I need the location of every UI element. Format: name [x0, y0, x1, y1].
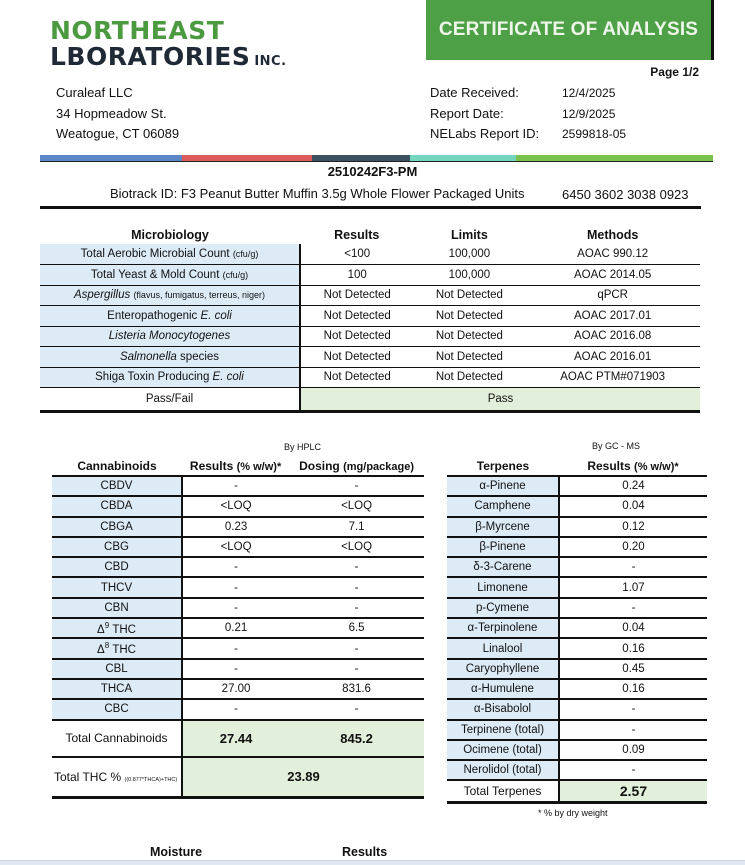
terpene-name: Camphene — [447, 496, 559, 516]
test-method: qPCR — [525, 285, 700, 306]
cannabinoid-result: 0.21 — [182, 618, 289, 638]
test-method: AOAC 2016.08 — [525, 326, 700, 347]
cannabinoid-row — [52, 638, 424, 658]
test-limit: 100,000 — [413, 244, 525, 265]
cannabinoid-row — [52, 496, 424, 516]
cannabinoids-table — [52, 456, 424, 799]
cannabinoid-dosing: - — [289, 577, 424, 597]
microbiology-row — [40, 367, 700, 388]
test-name: Shiga Toxin Producing E. coli — [40, 367, 300, 388]
cannabinoid-dosing: 831.6 — [289, 679, 424, 699]
report-meta — [430, 83, 626, 145]
color-segment-navy — [312, 155, 410, 161]
cannabinoid-name: THCA — [52, 679, 182, 699]
moisture-header: Moisture — [150, 845, 203, 859]
terpene-name: β-Pinene — [447, 537, 559, 557]
cannabinoid-name: THCV — [52, 577, 182, 597]
cannabinoid-dosing: - — [289, 659, 424, 679]
terpene-result: - — [559, 699, 707, 719]
microbiology-row — [40, 347, 700, 368]
moisture-results-header: Results — [342, 845, 388, 859]
total-thc-value: 23.89 — [182, 757, 424, 798]
client-info — [56, 83, 179, 145]
terpene-result: 0.20 — [559, 537, 707, 557]
test-limit: Not Detected — [413, 367, 525, 388]
cannabinoid-row — [52, 476, 424, 496]
cannabinoid-result: - — [182, 638, 289, 658]
col-results: Results — [334, 228, 380, 242]
terpene-row — [447, 720, 707, 740]
biotrack-label: Biotrack ID: — [110, 186, 178, 201]
terpene-name: Caryophyllene — [447, 659, 559, 679]
cannabinoid-dosing: - — [289, 638, 424, 658]
total-cannabinoids-result: 27.44 — [182, 720, 289, 757]
test-method: AOAC PTM#071903 — [525, 367, 700, 388]
cannabinoid-row — [52, 577, 424, 597]
gcms-method-note: By GC - MS — [592, 441, 641, 451]
test-result: Not Detected — [300, 285, 413, 306]
window-bottom-edge — [0, 860, 745, 865]
biotrack-line — [110, 186, 525, 201]
logo-laboratories-text: LBORATORIES — [50, 42, 251, 71]
terpene-name: Ocimene (total) — [447, 740, 559, 760]
terpene-result: 0.04 — [559, 496, 707, 516]
test-method: AOAC 2016.01 — [525, 347, 700, 368]
terpene-row — [447, 537, 707, 557]
microbiology-row — [40, 326, 700, 347]
cannabinoid-row — [52, 598, 424, 618]
dry-weight-footnote: * % by dry weight — [538, 808, 608, 818]
cannabinoid-dosing: - — [289, 699, 424, 719]
color-segment-blue — [40, 155, 182, 161]
terpene-name: p-Cymene — [447, 598, 559, 618]
terpene-name: Terpinene (total) — [447, 720, 559, 740]
test-limit: Not Detected — [413, 285, 525, 306]
terpene-row — [447, 496, 707, 516]
client-name: Curaleaf LLC — [56, 85, 133, 100]
cannabinoid-name: CBC — [52, 699, 182, 719]
report-id-value: 2599818-05 — [562, 127, 627, 141]
terpene-row — [447, 476, 707, 496]
terpene-name: β-Myrcene — [447, 517, 559, 537]
cannabinoid-dosing: <LOQ — [289, 496, 424, 516]
microbiology-row — [40, 265, 700, 286]
terpene-name: Linalool — [447, 638, 559, 658]
cannabinoid-result: - — [182, 577, 289, 597]
terpenes-table — [447, 456, 707, 804]
terpene-name: α-Terpinolene — [447, 618, 559, 638]
total-terpenes-value: 2.57 — [559, 780, 707, 803]
test-method: AOAC 2017.01 — [525, 306, 700, 327]
col-terp-results: Results (% w/w)* — [559, 456, 707, 476]
total-cannabinoids-dosing: 845.2 — [289, 720, 424, 757]
microbiology-row — [40, 306, 700, 327]
total-thc-row — [52, 757, 424, 798]
terpene-name: Nerolidol (total) — [447, 760, 559, 780]
cannabinoid-row — [52, 659, 424, 679]
terpene-row — [447, 679, 707, 699]
cannabinoid-name: CBD — [52, 557, 182, 577]
cannabinoid-row — [52, 618, 424, 638]
cannabinoid-name: CBG — [52, 537, 182, 557]
cannabinoid-name: CBGA — [52, 517, 182, 537]
terpene-row — [447, 659, 707, 679]
logo-laboratories — [50, 44, 287, 75]
total-cannabinoids-row — [52, 720, 424, 757]
cannabinoid-result: 0.23 — [182, 517, 289, 537]
test-result: <100 — [300, 244, 413, 265]
microbiology-table — [40, 226, 700, 413]
terpene-result: 0.12 — [559, 517, 707, 537]
report-date-value: 12/9/2025 — [562, 106, 616, 121]
terpene-row — [447, 618, 707, 638]
col-terpenes: Terpenes — [447, 456, 559, 476]
col-cannabinoids: Cannabinoids — [52, 456, 182, 476]
total-thc-label: Total THC % ((0.877*THCA)+THC) — [52, 757, 182, 798]
certificate-title-banner — [426, 0, 714, 60]
cannabinoid-dosing: - — [289, 598, 424, 618]
col-methods: Methods — [586, 228, 639, 242]
logo-northeast: NORTHEAST — [50, 16, 225, 45]
terpene-name: Limonene — [447, 577, 559, 597]
cannabinoid-result: - — [182, 659, 289, 679]
test-limit: 100,000 — [413, 265, 525, 286]
report-id-label: NELabs Report ID: — [430, 126, 540, 141]
logo-inc: INC. — [254, 54, 287, 69]
company-logo — [50, 18, 287, 75]
cannabinoid-name: CBDA — [52, 496, 182, 516]
terpene-result: 0.16 — [559, 679, 707, 699]
terpene-result: - — [559, 598, 707, 618]
test-result: Not Detected — [300, 347, 413, 368]
client-address-line1: 34 Hopmeadow St. — [56, 105, 167, 121]
cannabinoid-dosing: 6.5 — [289, 618, 424, 638]
terpene-result: - — [559, 720, 707, 740]
cannabinoid-result: - — [182, 699, 289, 719]
hplc-method-note: By HPLC — [284, 442, 322, 452]
product-name: F3 Peanut Butter Muffin 3.5g Whole Flower Packaged Units — [180, 186, 525, 201]
terpene-result: 0.16 — [559, 638, 707, 658]
date-received-value: 12/4/2025 — [562, 86, 616, 100]
terpene-row — [447, 598, 707, 618]
test-name: Aspergillus (flavus, fumigatus, terreus, niger) — [40, 285, 300, 306]
report-date-label: Report Date: — [430, 105, 504, 121]
microbiology-row — [40, 244, 700, 265]
test-result: 100 — [300, 265, 413, 286]
terpene-row — [447, 760, 707, 780]
test-limit: Not Detected — [413, 306, 525, 327]
sample-id: 2510242F3-PM — [327, 164, 418, 179]
test-method: AOAC 2014.05 — [525, 265, 700, 286]
test-limit: Not Detected — [413, 326, 525, 347]
terpene-row — [447, 577, 707, 597]
date-received-label: Date Received: — [430, 85, 519, 100]
biotrack-number: 6450 3602 3038 0923 — [562, 187, 689, 202]
test-result: Not Detected — [300, 326, 413, 347]
cannabinoid-row — [52, 679, 424, 699]
cannabinoid-row — [52, 557, 424, 577]
col-results-pct: Results (% w/w)* — [182, 456, 289, 476]
certificate-title: CERTIFICATE OF ANALYSIS — [438, 19, 699, 40]
pass-fail-label: Pass/Fail — [40, 388, 300, 412]
color-segment-teal — [410, 155, 516, 161]
total-cannabinoids-label: Total Cannabinoids — [52, 720, 182, 757]
test-result: Not Detected — [300, 367, 413, 388]
terpene-result: 1.07 — [559, 577, 707, 597]
cannabinoid-dosing: - — [289, 557, 424, 577]
cannabinoid-row — [52, 537, 424, 557]
test-method: AOAC 990.12 — [525, 244, 700, 265]
col-dosing: Dosing (mg/package) — [289, 456, 424, 476]
cannabinoid-result: - — [182, 557, 289, 577]
terpene-row — [447, 740, 707, 760]
client-address-line2: Weatogue, CT 06089 — [56, 126, 180, 141]
terpene-name: α-Humulene — [447, 679, 559, 699]
cannabinoid-result: <LOQ — [182, 537, 289, 557]
test-name: Total Aerobic Microbial Count (cfu/g) — [40, 244, 300, 265]
color-segment-green — [516, 155, 713, 161]
terpene-name: α-Bisabolol — [447, 699, 559, 719]
total-terpenes-label: Total Terpenes — [447, 780, 559, 803]
color-segment-red — [182, 155, 312, 161]
terpene-row — [447, 699, 707, 719]
cannabinoid-dosing: <LOQ — [289, 537, 424, 557]
terpene-name: α-Pinene — [447, 476, 559, 496]
microbiology-row — [40, 285, 700, 306]
cannabinoid-dosing: 7.1 — [289, 517, 424, 537]
cannabinoid-result: - — [182, 598, 289, 618]
cannabinoid-name: CBL — [52, 659, 182, 679]
color-divider-bar — [40, 155, 713, 162]
test-name: Salmonella species — [40, 347, 300, 368]
cannabinoid-name: CBN — [52, 598, 182, 618]
test-result: Not Detected — [300, 306, 413, 327]
terpene-result: - — [559, 557, 707, 577]
total-terpenes-row — [447, 780, 707, 803]
cannabinoid-result: <LOQ — [182, 496, 289, 516]
terpene-row — [447, 638, 707, 658]
page-number: Page 1/2 — [650, 65, 699, 79]
cannabinoid-name: CBDV — [52, 476, 182, 496]
test-name: Total Yeast & Mold Count (cfu/g) — [40, 265, 300, 286]
terpene-row — [447, 557, 707, 577]
terpene-result: 0.04 — [559, 618, 707, 638]
pass-fail-row — [40, 388, 700, 412]
terpene-name: δ-3-Carene — [447, 557, 559, 577]
terpene-result: 0.24 — [559, 476, 707, 496]
terpene-row — [447, 517, 707, 537]
cannabinoid-name: $\Delta^9$ THC — [52, 618, 182, 638]
col-limits: Limits — [450, 228, 488, 242]
terpene-result: - — [559, 760, 707, 780]
terpene-result: 0.45 — [559, 659, 707, 679]
test-name: Listeria Monocytogenes — [40, 326, 300, 347]
cannabinoid-result: 27.00 — [182, 679, 289, 699]
cannabinoid-result: - — [182, 476, 289, 496]
cannabinoid-row — [52, 699, 424, 719]
cannabinoid-name: $\Delta^8$ THC — [52, 638, 182, 658]
cannabinoid-row — [52, 517, 424, 537]
test-name: Enteropathogenic E. coli — [40, 306, 300, 327]
test-limit: Not Detected — [413, 347, 525, 368]
divider-rule — [40, 206, 701, 209]
terpene-result: 0.09 — [559, 740, 707, 760]
pass-fail-value: Pass — [300, 388, 700, 412]
cannabinoid-dosing: - — [289, 476, 424, 496]
col-microbiology: Microbiology — [131, 228, 209, 242]
